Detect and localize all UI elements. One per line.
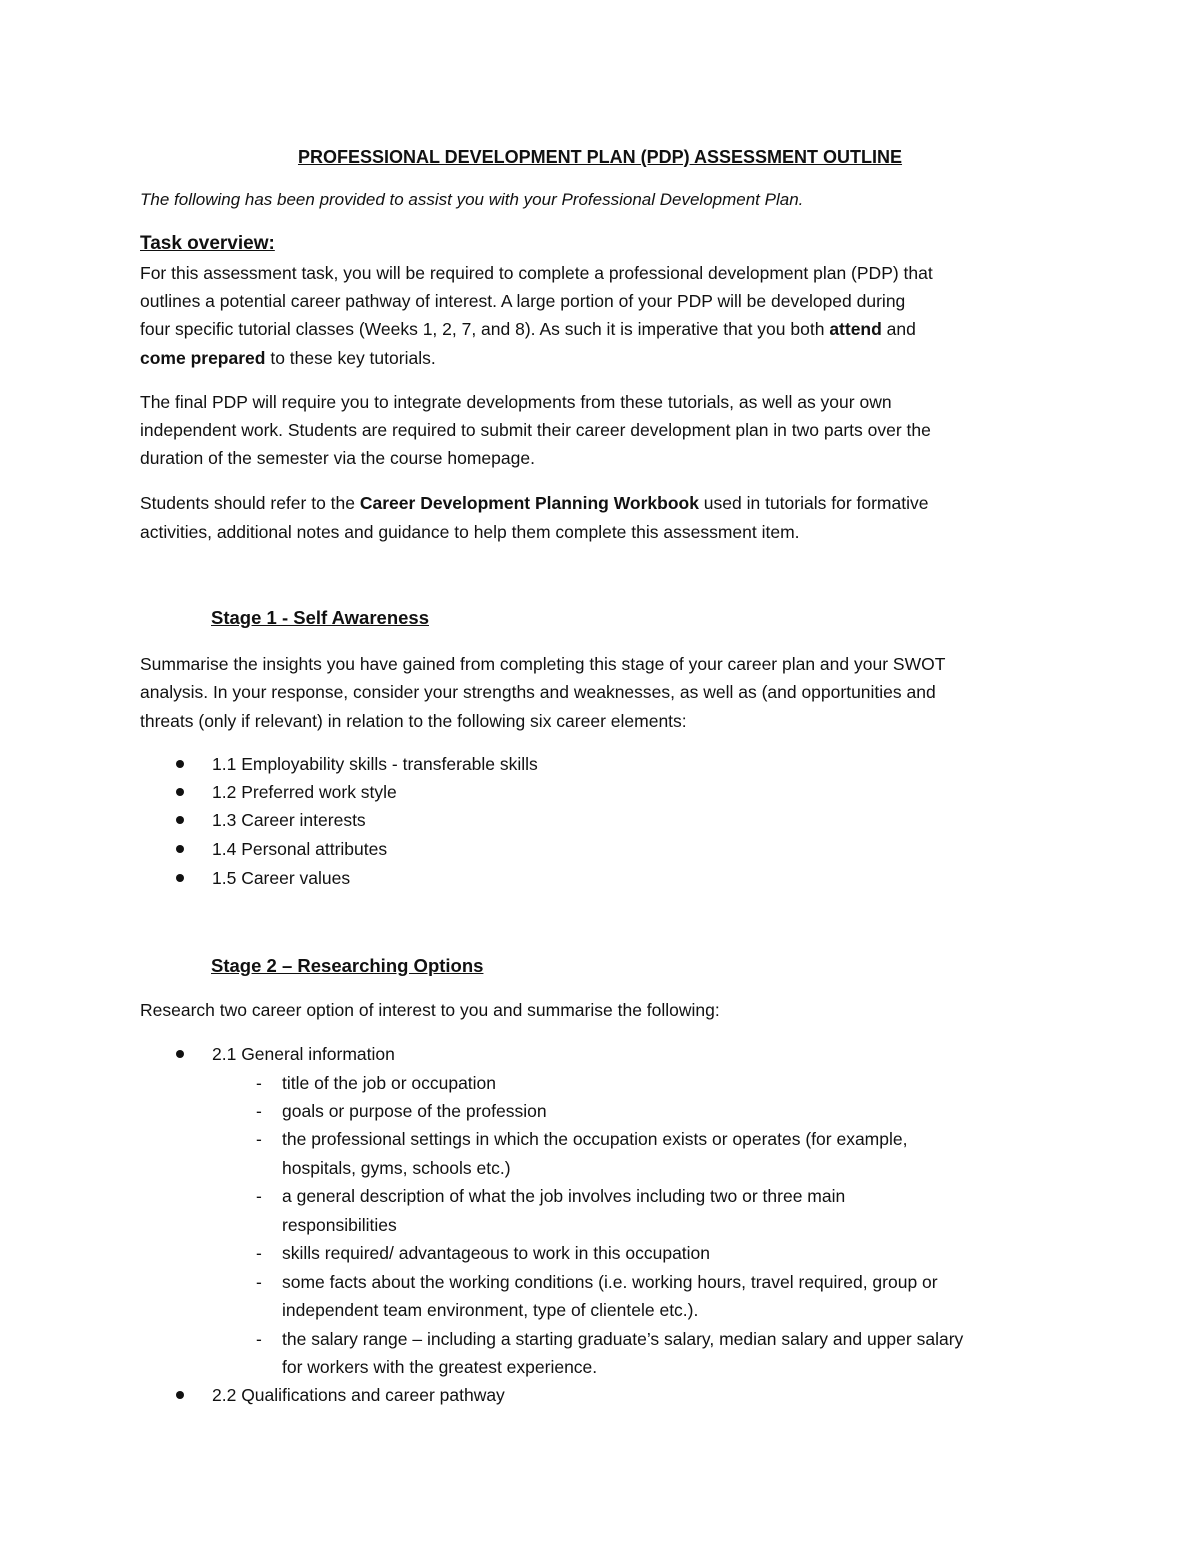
dash-marker: -	[256, 1186, 262, 1206]
stage2-subitem: title of the job or occupation	[282, 1073, 497, 1093]
stage1-line2: analysis. In your response, consider your strengths and weaknesses, as well as (and opportunities and	[140, 682, 936, 702]
stage1-line1: Summarise the insights you have gained from completing this stage of your career plan and your SWOT	[140, 654, 946, 674]
stage1-item: 1.4 Personal attributes	[212, 839, 388, 859]
task-p1-line3	[140, 315, 916, 344]
stage2-subitem: skills required/ advantageous to work in this occupation	[282, 1243, 711, 1263]
task-p1-line4	[140, 344, 436, 373]
stage2-intro: Research two career option of interest to you and summarise the following:	[140, 1000, 720, 1020]
task-p3-line1-text: Students should refer to the	[140, 493, 360, 513]
stage1-heading: Stage 1 - Self Awareness	[211, 607, 429, 628]
task-p3-line2: activities, additional notes and guidance to help them complete this assessment item.	[140, 522, 800, 542]
bullet-icon	[176, 760, 184, 768]
task-p2-line2: independent work. Students are required to submit their career development plan in two parts over the	[140, 420, 931, 440]
bullet-icon	[176, 874, 184, 882]
stage2-subitem: the salary range – including a starting graduate’s salary, median salary and upper salary	[282, 1329, 964, 1349]
task-p2-line1: The final PDP will require you to integrate developments from these tutorials, as well as your own	[140, 392, 892, 412]
stage2-subitem-cont: responsibilities	[282, 1215, 397, 1235]
bullet-icon	[176, 1050, 184, 1058]
intro-text: The following has been provided to assist you with your Professional Development Plan.	[140, 190, 804, 209]
task-p3-line1	[140, 489, 928, 518]
task-p1-line3-tail: and	[881, 319, 916, 339]
task-p2-line3: duration of the semester via the course homepage.	[140, 448, 535, 468]
stage1-line3: threats (only if relevant) in relation to the following six career elements:	[140, 711, 687, 731]
stage1-item: 1.1 Employability skills - transferable skills	[212, 754, 538, 774]
stage2-item-general-info: 2.1 General information	[212, 1044, 395, 1064]
stage2-subitem: the professional settings in which the occupation exists or operates (for example,	[282, 1129, 908, 1149]
bullet-icon	[176, 1391, 184, 1399]
task-p1-line2: outlines a potential career pathway of interest. A large portion of your PDP will be developed during	[140, 291, 906, 311]
dash-marker: -	[256, 1272, 262, 1292]
dash-marker: -	[256, 1129, 262, 1149]
bullet-icon	[176, 816, 184, 824]
task-p1-line3-text: four specific tutorial classes (Weeks 1, 2, 7, and 8). As such it is imperative that you both	[140, 319, 830, 339]
attend-emphasis: attend	[829, 319, 882, 339]
stage1-item: 1.5 Career values	[212, 868, 351, 888]
task-overview-heading: Task overview:	[140, 233, 275, 254]
document-title: PROFESSIONAL DEVELOPMENT PLAN (PDP) ASSESSMENT OUTLINE	[297, 147, 903, 167]
workbook-emphasis: Career Development Planning Workbook	[359, 493, 699, 513]
dash-marker: -	[256, 1243, 262, 1263]
stage2-heading: Stage 2 – Researching Options	[211, 955, 484, 976]
stage2-item-qualifications: 2.2 Qualifications and career pathway	[212, 1385, 505, 1405]
stage2-subitem-cont: for workers with the greatest experience.	[282, 1357, 598, 1377]
dash-marker: -	[256, 1073, 262, 1093]
stage2-subitem: a general description of what the job involves including two or three main	[282, 1186, 846, 1206]
bullet-icon	[176, 788, 184, 796]
stage1-item: 1.2 Preferred work style	[212, 782, 397, 802]
task-p1-line1: For this assessment task, you will be required to complete a professional development plan (PDP) that	[140, 263, 933, 283]
dash-marker: -	[256, 1101, 262, 1121]
stage1-item: 1.3 Career interests	[212, 810, 366, 830]
bullet-icon	[176, 845, 184, 853]
come-prepared-emphasis: come prepared	[140, 348, 266, 368]
stage2-subitem: goals or purpose of the profession	[282, 1101, 547, 1121]
stage2-subitem: some facts about the working conditions (i.e. working hours, travel required, group or	[282, 1272, 938, 1292]
task-p3-line1-tail: used in tutorials for formative	[698, 493, 929, 513]
stage2-subitem-cont: hospitals, gyms, schools etc.)	[282, 1158, 511, 1178]
stage2-subitem-cont: independent team environment, type of clientele etc.).	[282, 1300, 699, 1320]
task-p1-line4-text: to these key tutorials.	[265, 348, 436, 368]
dash-marker: -	[256, 1329, 262, 1349]
